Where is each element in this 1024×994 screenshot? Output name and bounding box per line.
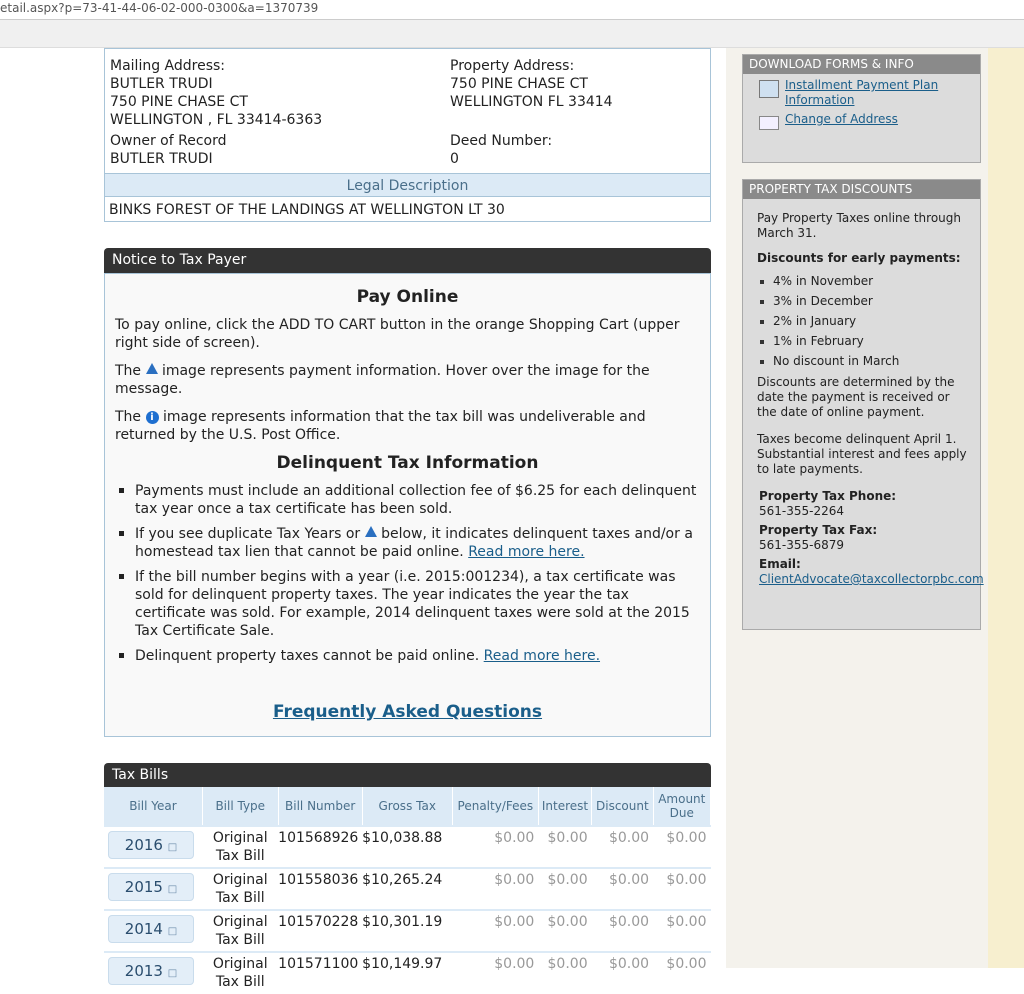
discounts-header: PROPERTY TAX DISCOUNTS <box>743 180 980 199</box>
document-icon <box>759 80 779 98</box>
discounts-intro: Pay Property Taxes online through March 31. <box>757 211 962 240</box>
delinquent-list <box>115 482 700 665</box>
legal-description: BINKS FOREST OF THE LANDINGS AT WELLINGTON LT 30 <box>109 202 505 218</box>
bill-year: 2016 <box>124 836 163 854</box>
table-row <box>104 910 711 952</box>
document-icon: □ <box>167 968 178 979</box>
document-icon: □ <box>167 884 178 895</box>
bill-year-button[interactable] <box>108 873 194 901</box>
bill-number: 101571100 <box>278 952 362 994</box>
info-text: image represents information that the tax bill was undeliverable and returned by the U.S. Post Office. <box>115 409 646 443</box>
read-more-link[interactable]: Read more here. <box>483 648 601 664</box>
document-icon: □ <box>167 842 178 853</box>
bill-type: Original Tax Bill <box>202 910 278 952</box>
info-icon: i <box>146 411 159 424</box>
bill-type: Original Tax Bill <box>202 868 278 910</box>
table-row <box>104 952 711 994</box>
amount-due: $0.00 <box>653 910 710 952</box>
discount-item: No discount in March <box>743 354 980 369</box>
early-discounts-title: Discounts for early payments: <box>757 251 961 265</box>
warn-pre: The <box>115 363 142 379</box>
info-pre: The <box>115 409 142 425</box>
delinquent-note: Taxes become delinquent April 1. Substantial interest and fees apply to late payments. <box>757 432 967 476</box>
b4: Delinquent property taxes cannot be paid online. <box>135 648 480 664</box>
delinquent-item <box>115 525 700 561</box>
column-header: Bill Number <box>278 787 362 826</box>
pay-online-title: Pay Online <box>356 287 459 307</box>
bill-year-button[interactable] <box>108 957 194 985</box>
delinquent-item: Payments must include an additional collection fee of $6.25 for each delinquent tax year once a tax certificate has been sold. <box>115 482 700 518</box>
warning-icon <box>146 363 158 374</box>
penalty-fees: $0.00 <box>452 826 538 868</box>
gross-tax: $10,301.19 <box>362 910 452 952</box>
document-icon: □ <box>167 926 178 937</box>
change-address-link[interactable]: Change of Address <box>785 112 898 126</box>
browser-toolbar <box>0 20 1024 48</box>
faq-link[interactable]: Frequently Asked Questions <box>272 702 543 722</box>
table-row <box>104 826 711 868</box>
property-info-box <box>104 48 711 222</box>
penalty-fees: $0.00 <box>452 868 538 910</box>
column-header: Penalty/Fees <box>452 787 538 826</box>
deed-number: 0 <box>450 151 459 167</box>
email-link[interactable]: ClientAdvocate@taxcollectorpbc.com <box>759 572 984 586</box>
info-note <box>115 408 700 444</box>
deed-label: Deed Number: <box>450 133 553 149</box>
discount: $0.00 <box>592 910 653 952</box>
column-header: Bill Year <box>104 787 202 826</box>
b2b: below, it indicates delinquent taxes and/or a homestead tax lien that cannot be paid online. <box>135 526 693 560</box>
interest: $0.00 <box>538 910 591 952</box>
gross-tax: $10,265.24 <box>362 868 452 910</box>
legal-description-header: Legal Description <box>105 173 710 197</box>
bill-type: Original Tax Bill <box>202 952 278 994</box>
discount-item: 1% in February <box>743 334 980 349</box>
mailing-line2: WELLINGTON , FL 33414-6363 <box>110 112 323 128</box>
penalty-fees: $0.00 <box>452 910 538 952</box>
bill-year-button[interactable] <box>108 831 194 859</box>
owner-label: Owner of Record <box>110 133 227 149</box>
owner-name: BUTLER TRUDI <box>110 151 213 167</box>
page-texture <box>988 48 1024 968</box>
download-forms-header: DOWNLOAD FORMS & INFO <box>743 55 980 74</box>
discount-determined: Discounts are determined by the date the payment is received or the date of online payment. <box>757 375 955 419</box>
fax-label: Property Tax Fax: <box>759 523 878 537</box>
bill-type: Original Tax Bill <box>202 826 278 868</box>
bill-year-button[interactable] <box>108 915 194 943</box>
mailing-name: BUTLER TRUDI <box>110 76 213 92</box>
discount-item: 4% in November <box>743 274 980 289</box>
read-more-link[interactable]: Read more here. <box>468 544 585 560</box>
amount-due: $0.00 <box>653 826 710 868</box>
discount-list <box>743 274 980 369</box>
delinquent-item: If the bill number begins with a year (i.e. 2015:001234), a tax certificate was sold for delinquent property taxes. The year indicates the year the tax certificate was sold. For example, 2014 delinquent taxes were sold at the 2015 Tax Certificate Sale. <box>115 568 700 640</box>
installment-plan-link[interactable]: Installment Payment Plan Information <box>785 78 939 107</box>
column-header: Gross Tax <box>362 787 452 826</box>
email-label: Email: <box>759 557 801 571</box>
property-address-label: Property Address: <box>450 58 575 74</box>
discount: $0.00 <box>592 952 653 994</box>
gross-tax: $10,149.97 <box>362 952 452 994</box>
bill-year: 2014 <box>124 920 163 938</box>
mailing-label: Mailing Address: <box>110 58 226 74</box>
tax-bills-table <box>104 787 711 994</box>
discount: $0.00 <box>592 868 653 910</box>
penalty-fees: $0.00 <box>452 952 538 994</box>
warning-icon <box>365 526 377 537</box>
table-row <box>104 868 711 910</box>
fax-value: 561-355-6879 <box>759 538 845 552</box>
column-header: Bill Type <box>202 787 278 826</box>
bill-number: 101570228 <box>278 910 362 952</box>
interest: $0.00 <box>538 826 591 868</box>
bill-year: 2015 <box>124 878 163 896</box>
notice-panel <box>104 273 711 737</box>
mailing-line1: 750 PINE CHASE CT <box>110 94 248 110</box>
phone-label: Property Tax Phone: <box>759 489 897 503</box>
column-header: Amount Due <box>653 787 710 826</box>
envelope-icon <box>759 116 779 130</box>
warning-note <box>115 362 700 398</box>
warn-text: image represents payment information. Hover over the image for the message. <box>115 363 650 397</box>
bill-year: 2013 <box>124 962 163 980</box>
interest: $0.00 <box>538 952 591 994</box>
gross-tax: $10,038.88 <box>362 826 452 868</box>
amount-due: $0.00 <box>653 868 710 910</box>
delinquent-title: Delinquent Tax Information <box>276 453 539 473</box>
interest: $0.00 <box>538 868 591 910</box>
discount-item: 3% in December <box>743 294 980 309</box>
notice-header: Notice to Tax Payer <box>104 248 711 273</box>
pay-online-text: To pay online, click the ADD TO CART button in the orange Shopping Cart (upper right side of screen). <box>115 317 680 351</box>
column-header: Discount <box>592 787 653 826</box>
bill-number: 101558036 <box>278 868 362 910</box>
property-address-line2: WELLINGTON FL 33414 <box>450 94 613 110</box>
delinquent-item <box>115 647 700 665</box>
address-bar[interactable]: etail.aspx?p=73-41-44-06-02-000-0300&a=1370739 <box>0 0 1024 20</box>
bill-number: 101568926 <box>278 826 362 868</box>
phone-value: 561-355-2264 <box>759 504 845 518</box>
discount-item: 2% in January <box>743 314 980 329</box>
amount-due: $0.00 <box>653 952 710 994</box>
download-forms-box <box>742 54 981 163</box>
tax-bills-header: Tax Bills <box>104 763 711 788</box>
property-address-line1: 750 PINE CHASE CT <box>450 76 588 92</box>
column-header: Interest <box>538 787 591 826</box>
b2a: If you see duplicate Tax Years or <box>135 526 361 542</box>
discounts-box <box>742 179 984 630</box>
discount: $0.00 <box>592 826 653 868</box>
